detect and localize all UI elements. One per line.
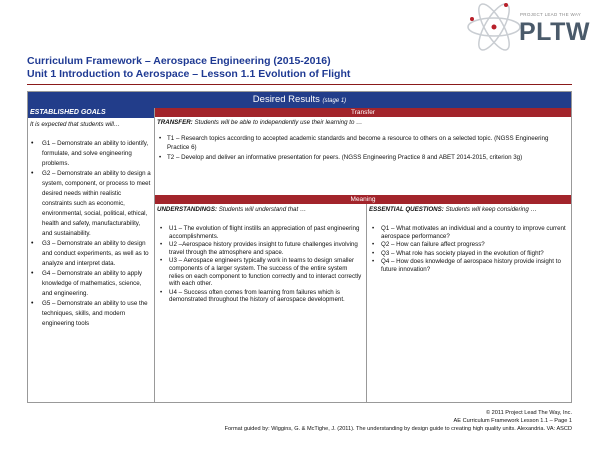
transfer-lead-text: Students will be able to independently use their learning to …	[192, 119, 363, 126]
framework-table	[27, 91, 572, 403]
transfer-list	[157, 134, 569, 162]
footer-citation: Format guided by: Wiggins, G. & McTighe, J. (2011). The understanding by design guide to creating high quality units. Alexandria. VA: ASCD	[224, 426, 572, 432]
questions-list	[367, 225, 571, 274]
stage-label: (stage 1)	[322, 98, 347, 104]
question-item: • Q4 – How does knowledge of aerospace history provide insight to future innovation?	[367, 258, 571, 273]
transfer-item: • T2 – Develop and deliver an informative presentation for peers. (NGSS Engineering Practice 8 and ABET 2014-2015, criterion 3g)	[157, 153, 569, 162]
footer-copyright: © 2011 Project Lead The Way, Inc.	[486, 410, 572, 416]
goal-item: • G2 – Demonstrate an ability to design a system, component, or process to meet desired needs within realistic constraints such as economic, environmental, social, political, ethical, health and safety, manufacturability, and sustainability.	[28, 169, 154, 239]
goals-column	[28, 108, 155, 402]
desired-results-label: Desired Results	[252, 94, 320, 105]
atom-icon	[464, 2, 524, 52]
essential-questions-column	[367, 204, 571, 402]
goal-item: • G1 – Demonstrate an ability to identify, formulate, and solve engineering problems.	[28, 139, 154, 169]
understandings-lead-bold: UNDERSTANDINGS:	[157, 206, 218, 213]
question-item: • Q1 – What motivates an individual and a country to improve current aerospace performance?	[367, 225, 571, 240]
goal-item: • G5 – Demonstrate an ability to use the techniques, skills, and modern engineering tools	[28, 299, 154, 329]
goals-intro: It is expected that students will…	[30, 121, 121, 128]
understanding-item: • U1 – The evolution of flight instills an appreciation of past engineering accomplishments.	[155, 225, 366, 240]
question-item: • Q2 – How can failure affect progress?	[367, 241, 571, 249]
document-subtitle: Unit 1 Introduction to Aerospace – Lesson 1.1 Evolution of Flight	[27, 68, 351, 80]
transfer-item: • T1 – Research topics according to accepted academic standards and become a resource to others on a selected topic. (NGSS Engineering Practice 6)	[157, 134, 569, 152]
transfer-header: Transfer	[155, 108, 571, 117]
title-divider	[27, 84, 572, 85]
document-title: Curriculum Framework – Aerospace Engineering (2015-2016)	[27, 55, 331, 67]
understandings-lead	[155, 204, 366, 215]
goal-item: • G4 – Demonstrate an ability to apply knowledge of mathematics, science, and engineering.	[28, 269, 154, 299]
logo-tagline: PROJECT LEAD THE WAY	[520, 12, 582, 17]
goals-header: ESTABLISHED GOALS	[28, 108, 154, 118]
desired-results-header	[28, 92, 571, 108]
transfer-lead-bold: TRANSFER:	[157, 119, 193, 126]
transfer-section	[157, 119, 569, 163]
understanding-item: • U3 – Aerospace engineers typically work in teams to design smaller components of a larger system. The success of the entire system relies on each component to function correctly and to interact correctly with each other.	[155, 257, 366, 287]
understanding-item: • U4 – Success often comes from learning from failures which is demonstrated throughout the history of aerospace development.	[155, 289, 366, 304]
understanding-item: • U2 –Aerospace history provides insight to future challenges involving travel through the atmosphere and space.	[155, 241, 366, 256]
questions-lead-text: Students will keep considering …	[443, 206, 537, 213]
logo-wordmark: PLTW	[519, 18, 590, 46]
understandings-lead-text: Students will understand that …	[217, 206, 307, 213]
questions-lead-bold: ESSENTIAL QUESTIONS:	[369, 206, 444, 213]
pltw-logo	[464, 2, 594, 50]
questions-lead	[367, 204, 571, 215]
goal-item: • G3 – Demonstrate an ability to design and conduct experiments, as well as to analyze and interpret data.	[28, 239, 154, 269]
question-item: • Q3 – What role has society played in the evolution of flight?	[367, 250, 571, 258]
transfer-lead	[157, 119, 569, 126]
meaning-header: Meaning	[155, 195, 571, 204]
understandings-list	[155, 225, 366, 304]
understandings-column	[155, 204, 367, 402]
footer-page: AE Curriculum Framework Lesson 1.1 – Page 1	[453, 418, 572, 424]
goals-list	[28, 139, 154, 329]
